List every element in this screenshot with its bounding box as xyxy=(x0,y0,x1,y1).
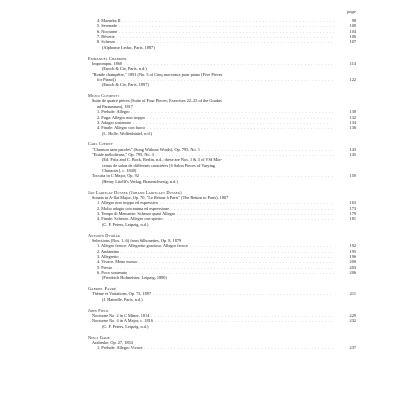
entry-title: 4. Finale: Allegro con fuoco . . . xyxy=(97,125,334,130)
entry-title: 2. Molto adagio con anima ed espressione . . . xyxy=(97,206,334,211)
entry-page-number: 134 xyxy=(349,119,356,125)
entry-note: Selections (Nos. 1–6) from Silhouettes, Op. 8, 1879 xyxy=(92,237,182,243)
entry-note: (Ed. Fritz and C. Bock, Berlin, n.d.; these are Nos. 1 & 3 of VSI Mor- xyxy=(102,157,223,163)
composer-name: Antonín Dvořák xyxy=(88,232,121,238)
entry-note: Arabeske, Op. 27, 1854 xyxy=(92,339,133,345)
composer-name: John Field xyxy=(88,307,109,313)
toc-note xyxy=(0,324,400,329)
entry-note: ad Parnassum), 1817 xyxy=(97,103,133,109)
composer-name: Jan Ladislav Dussek (Johann Ladislaus Dussek) xyxy=(88,189,182,195)
entry-note: (Henry Litolff's Verlag, Braunschweig, n.d.) xyxy=(102,178,178,184)
composer-name: Muzio Clementi xyxy=(88,93,119,99)
entry-title: Impromptu, 1860 . . . xyxy=(92,61,334,66)
entry-page-number: 150 xyxy=(349,173,356,179)
entry-title: 1. Prelude: Allegro Vivace . . . xyxy=(97,345,334,350)
entry-title: 1. Prelude: Allegro . . . xyxy=(97,109,334,114)
composer-name: Carl Czerny xyxy=(88,141,114,147)
entry-page-number: 203 xyxy=(349,264,356,270)
entry-title: 3. Adagio sostenuto . . . xyxy=(97,120,334,125)
entry-note: (L. Holle, Wolfenbüttel, n.d.) xyxy=(102,130,153,136)
entry-page-number: 106 xyxy=(349,34,356,40)
entry-note: (Enoch & Cie, Paris, n.d.) xyxy=(102,66,147,72)
entry-page-number: 179 xyxy=(349,211,356,216)
entry-note: ceaux de salon de différents caractères [6 Salon Pieces of Varying xyxy=(102,162,215,168)
entry-title: 1. Allegro feroce: Allegretto grazioso. Allegro feroce . . . xyxy=(97,243,334,248)
entry-page-number: 122 xyxy=(349,76,356,82)
entry-note: (J. Hamelle, Paris, n.d.) xyxy=(102,296,143,302)
page-column-header: page xyxy=(347,9,356,14)
entry-title: 4. Mazurka II . . . xyxy=(97,18,334,23)
entry-title: 6. Poco sostenuto . . . xyxy=(97,270,334,275)
entry-title: 5. Presto . . . xyxy=(97,265,334,270)
toc-note xyxy=(0,297,400,302)
entry-page-number: 195 xyxy=(349,248,356,254)
entry-title: for Piano]) . . . xyxy=(97,77,334,82)
entry-page-number: 104 xyxy=(349,28,356,34)
composer-name: Gabriel Fauré xyxy=(88,286,117,292)
entry-title: Thème et Variations, Op. 73, 1897 . . . xyxy=(92,291,334,296)
entry-note: Character], c. 1840) xyxy=(102,168,137,174)
entry-page-number: 181 xyxy=(349,216,356,222)
entry-title: Nocturne No. 4 in A Major, c. 1816 . . . xyxy=(92,318,334,323)
entry-note: "Ronde champêtre," 1891 (No. 5 of Cinq morceaux pour piano [Five Pieces xyxy=(92,71,223,77)
entry-page-number: 200 xyxy=(349,259,356,265)
entry-page-number: 211 xyxy=(349,291,356,297)
entry-title: 2. Andantino . . . xyxy=(97,249,334,254)
entry-note: Suite de quatre pièces (Suite of Four Pieces; Exercises 22–25 of the Gradus xyxy=(92,98,222,104)
toc-note xyxy=(0,82,400,87)
entry-note: (C. F. Peters, Leipzig, n.d.) xyxy=(102,221,149,227)
entry-page-number: 114 xyxy=(349,60,356,66)
entry-title: "Etude mélodieuse," Op. 795, No. 3 . . . xyxy=(92,152,334,157)
entry-title: 5. Serenade . . . xyxy=(97,23,334,28)
entry-title: "Chanson sans paroles" (Song Without Words), Op. 795, No. 1 . . . xyxy=(92,147,334,152)
toc-note xyxy=(0,45,400,50)
entry-title: 1. Allegro non troppo ed espressivo . . . xyxy=(97,200,334,205)
entry-title: 4. Finale: Scherzo. Allegro con spirito . . . xyxy=(97,216,334,221)
entry-page-number: 196 xyxy=(349,253,356,259)
entry-title: 7. Rêverie . . . xyxy=(97,34,334,39)
entry-note: Sonata in A-flat Major, Op. 70, "Le Retour à Paris" (The Return to Paris), 1807 xyxy=(92,194,229,200)
entry-page-number: 173 xyxy=(349,205,356,211)
entry-page-number: 136 xyxy=(349,125,356,131)
entry-title: Nocturne No. 2 in C Minor, 1814 . . . xyxy=(92,313,334,318)
entry-title: 6. Nocturne . . . xyxy=(97,29,334,34)
entry-note: (Enoch & Cie, Paris, 1897) xyxy=(102,82,149,88)
entry-title: Toccata in C Major, Op. 92 . . . xyxy=(92,173,334,178)
entry-note: (C. F. Peters, Leipzig, n.d.) xyxy=(102,323,149,329)
entry-title: 3. Allegretto . . . xyxy=(97,254,334,259)
toc-note xyxy=(0,179,400,184)
entry-page-number: 100 xyxy=(349,23,356,29)
entry-page-number: 163 xyxy=(349,200,356,206)
entry-title: 8. Scherzo . . . xyxy=(97,39,334,44)
entry-page-number: 237 xyxy=(349,345,356,351)
composer-name: Niels Gade xyxy=(88,334,110,340)
table-of-contents xyxy=(0,18,400,351)
entry-page-number: 143 xyxy=(349,146,356,152)
entry-title: 2. Fuga: Allegro non troppo . . . xyxy=(97,115,334,120)
entry-note: (Friedrich Hofmeister, Leipzig, 1880) xyxy=(102,275,167,281)
entry-page-number: 130 xyxy=(349,109,356,115)
entry-page-number: 98 xyxy=(351,18,356,23)
composer-name: Emmanuel Chabrier xyxy=(88,55,127,61)
entry-page-number: 206 xyxy=(349,269,356,275)
entry-note: (Alphonse Leduc, Paris, 1887) xyxy=(102,44,155,50)
entry-title: 3. Tempo di Menuetto: Scherzo quasi Allegro . . . xyxy=(97,211,334,216)
entry-page-number: 232 xyxy=(349,318,356,324)
entry-page-number: 107 xyxy=(349,39,356,45)
toc-note xyxy=(0,275,400,280)
entry-page-number: 132 xyxy=(349,114,356,120)
toc-note xyxy=(0,131,400,136)
toc-note xyxy=(0,222,400,227)
entry-page-number: 192 xyxy=(349,243,356,249)
toc-entry[interactable] xyxy=(0,345,400,350)
entry-page-number: 145 xyxy=(349,152,356,158)
entry-page-number: 229 xyxy=(349,313,356,318)
entry-title: 4. Vivace. Meno mosso . . . xyxy=(97,259,334,264)
